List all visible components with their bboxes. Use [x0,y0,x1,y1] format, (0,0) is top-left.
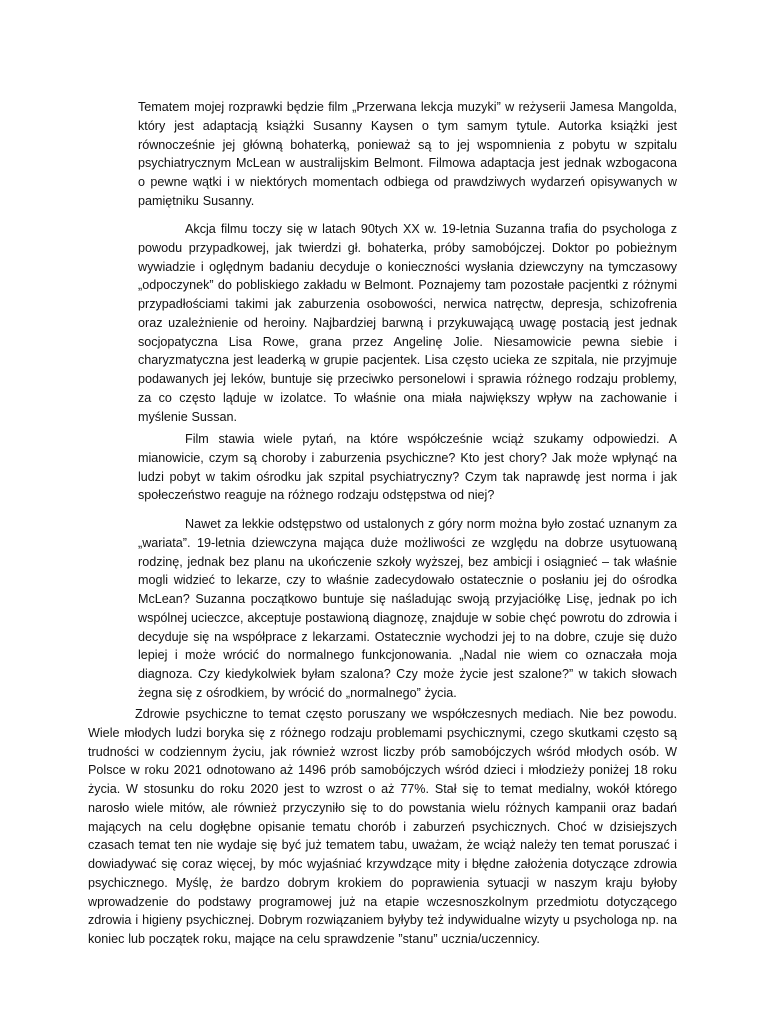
paragraph-mental-health: Zdrowie psychiczne to temat często poruszany we współczesnych mediach. Nie bez powodu. Wiele młodych ludzi boryka się z różnego rodzaju problemami psychicznymi, czego skutkami często są trudności w codziennym życiu, jak również wzrost liczby prób samobójczych wśród młodych osób. W Polsce w roku 2021 odnotowano aż 1496 prób samobójczych wśród dzieci i młodzieży poniżej 18 roku życia. W stosunku do roku 2020 jest to wzrost o aż 77%. Stał się to temat medialny, wokół którego narosło wiele mitów, ale również przyczyniło się to do powstania wielu różnych kampanii oraz badań mających na celu dogłębne opisanie tematu chorób i zaburzeń psychicznych. Choć w dzisiejszych czasach temat ten nie wydaje się być już tematem tabu, uważam, że wciąż należy ten temat poruszać i dowiadywać się coraz więcej, by móc wyjaśniać krzywdzące mity i błędne założenia dotyczące zdrowia psychicznego. Myślę, że bardzo dobrym krokiem do poprawienia sytuacji w naszym kraju byłoby wprowadzenie do podstawy programowej już na etapie wczesnoszkolnym przedmiotu dotyczącego zdrowia i higieny psychicznej. Dobrym rozwiązaniem byłyby też indywidualne wizyty u psychologa np. na koniec lub początek roku, mające na celu sprawdzenie ”stanu” ucznia/uczennicy. [88,707,677,946]
paragraph-questions: Film stawia wiele pytań, na które współcześnie wciąż szukamy odpowiedzi. A mianowicie, czym są choroby i zaburzenia psychiczne? Kto jest chory? Jak może wpłynąć na ludzi pobyt w takim ośrodku jak szpital psychiatryczny? Czym tak naprawdę jest norma i jak społeczeństwo reaguje na różnego rodzaju odstępstwa od niej? [138,432,677,503]
paragraph-intro: Tematem mojej rozprawki będzie film „Przerwana lekcja muzyki” w reżyserii Jamesa Mangolda, który jest adaptacją książki Susanny Kaysen o tym samym tytule. Autorka książki jest równocześnie jej główną bohaterką, ponieważ są to jej wspomnienia z pobytu w szpitalu psychiatrycznym McLean w australijskim Belmont. Filmowa adaptacja jest jednak wzbogacona o pewne wątki i w niektórych momentach odbiega od prawdziwych wydarzeń opisywanych w pamiętniku Susanny. [138,100,677,208]
paragraph-norms: Nawet za lekkie odstępstwo od ustalonych z góry norm można było zostać uznanym za „wariata”. 19-letnia dziewczyna mająca duże możliwości ze względu na dobrze usytuowaną rodzinę, jednak bez planu na ukończenie szkoły wyższej, bez ambicji i osiągnieć – tak właśnie mogli widzieć to lekarze, czy to właśnie zadecydowało ostatecznie o posłaniu jej do ośrodka McLean? Suzanna początkowo buntuje się naśladując swoją przyjaciółkę Lisę, jednak po ich wspólnej ucieczce, akceptuje postawioną diagnozę, znajduje w sobie chęć powrotu do zdrowia i decyduje się na współprace z lekarzami. Ostatecznie wychodzi jej to na dobre, czuje się dużo lepiej i może wrócić do normalnego funkcjonowania. „Nadal nie wiem co oznaczała moja diagnoza. Czy kiedykolwiek byłam szalona? Czy może życie jest szalone?” w takich słowach żegna się z ośrodkiem, by wrócić do „normalnego” życia. [138,517,677,700]
paragraph-plot: Akcja filmu toczy się w latach 90tych XX w. 19-letnia Suzanna trafia do psychologa z powodu przypadkowej, jak twierdzi gł. bohaterka, próby samobójczej. Doktor po pobieżnym wywiadzie i oględnym badaniu decyduje o konieczności wysłania dziewczyny na tymczasowy „odpoczynek” do pobliskiego zakładu w Belmont. Poznajemy tam pozostałe pacjentki z różnymi przypadłościami takimi jak zaburzenia osobowości, nerwica natręctw, depresja, schizofrenia oraz uzależnienie od heroiny. Najbardziej barwną i przykuwającą uwagę postacią jest jednak socjopatyczna Lisa Rowe, grana przez Angelinę Jolie. Niesamowicie pewna siebie i charyzmatyczna jest leaderką w grupie pacjentek. Lisa często ucieka ze szpitala, nie przyjmuje podawanych jej leków, buntuje się przeciwko personelowi i sprawia różnego rodzaju problemy, za co często ląduje w izolatce. To właśnie ona miała największy wpływ na zachowanie i myślenie Sussan. [138,222,677,424]
